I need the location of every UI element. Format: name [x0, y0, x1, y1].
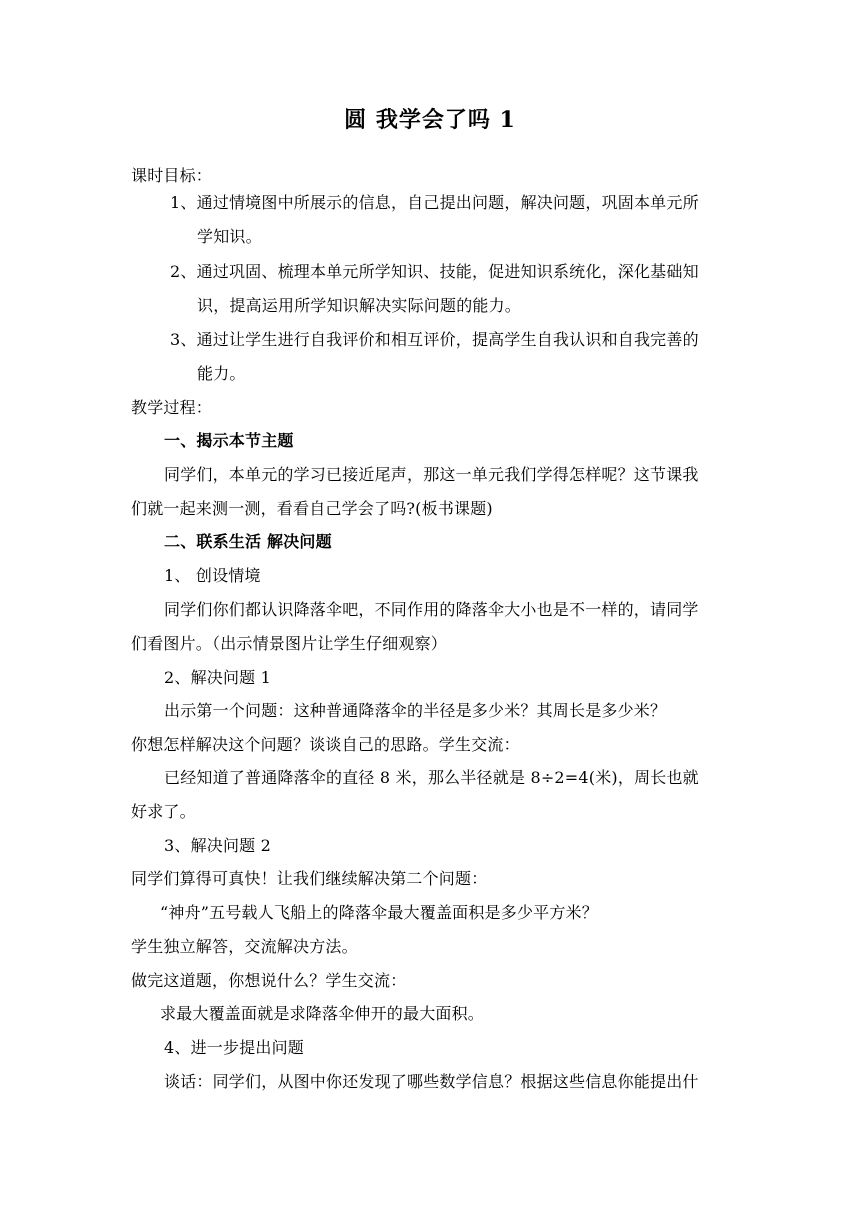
objective-1-line-2: 学知识。	[197, 227, 262, 246]
objective-2-line-2: 识，提高运用所学知识解决实际问题的能力。	[197, 296, 522, 315]
paragraph-4-line-1: 已经知道了普通降落伞的直径 8 米，那么半径就是 8÷2=4(米)，周长也就	[164, 768, 699, 787]
paragraph-9-line-1: 谈话：同学们，从图中你还发现了哪些数学信息？根据这些信息你能提出什	[164, 1072, 699, 1091]
paragraph-3-line-1: 出示第一个问题：这种普通降落伞的半径是多少米？其周长是多少米？	[164, 701, 667, 720]
objective-1-line-1: 1、通过情境图中所展示的信息，自己提出问题，解决问题，巩固本单元所	[170, 193, 699, 212]
paragraph-3-line-2: 你想怎样解决这个问题？谈谈自己的思路。学生交流：	[131, 735, 520, 754]
paragraph-2-line-2: 们看图片。（出示情景图片让学生仔细观察）	[131, 634, 448, 653]
paragraph-2-line-1: 同学们你们都认识降落伞吧，不同作用的降落伞大小也是不一样的，请同学	[164, 600, 699, 619]
subheading-2: 2、解决问题 1	[164, 668, 272, 687]
objective-2-line-1: 2、通过巩固、梳理本单元所学知识、技能，促进知识系统化，深化基础知	[170, 262, 699, 281]
paragraph-1-line-1: 同学们，本单元的学习已接近尾声，那这一单元我们学得怎样呢？这节课我	[164, 465, 699, 484]
objective-3-line-1: 3、通过让学生进行自我评价和相互评价，提高学生自我认识和自我完善的	[170, 330, 699, 349]
paragraph-6: 学生独立解答，交流解决方法。	[131, 937, 358, 956]
heading-2: 二、联系生活 解决问题	[164, 532, 332, 551]
subheading-3: 3、解决问题 2	[164, 836, 272, 855]
section-label-process: 教学过程：	[131, 398, 213, 417]
document-title: 圆 我学会了吗 1	[344, 107, 516, 133]
paragraph-1-line-2: 们就一起来测一测，看看自己学会了吗?(板书课题)	[131, 499, 493, 518]
question-2: “神舟”五号载人飞船上的降落伞最大覆盖面积是多少平方米？	[160, 903, 598, 922]
paragraph-4-line-2: 好求了。	[131, 802, 196, 821]
paragraph-7: 做完这道题，你想说什么？学生交流：	[131, 971, 407, 990]
paragraph-8: 求最大覆盖面就是求降落伞伸开的最大面积。	[160, 1004, 485, 1023]
objective-3-line-2: 能力。	[197, 364, 246, 383]
paragraph-5: 同学们算得可真快！让我们继续解决第二个问题：	[131, 869, 488, 888]
subheading-1: 1、 创设情境	[164, 566, 261, 585]
heading-1: 一、揭示本节主题	[164, 431, 294, 450]
subheading-4: 4、进一步提出问题	[164, 1038, 304, 1057]
section-label-objectives: 课时目标：	[131, 166, 213, 185]
